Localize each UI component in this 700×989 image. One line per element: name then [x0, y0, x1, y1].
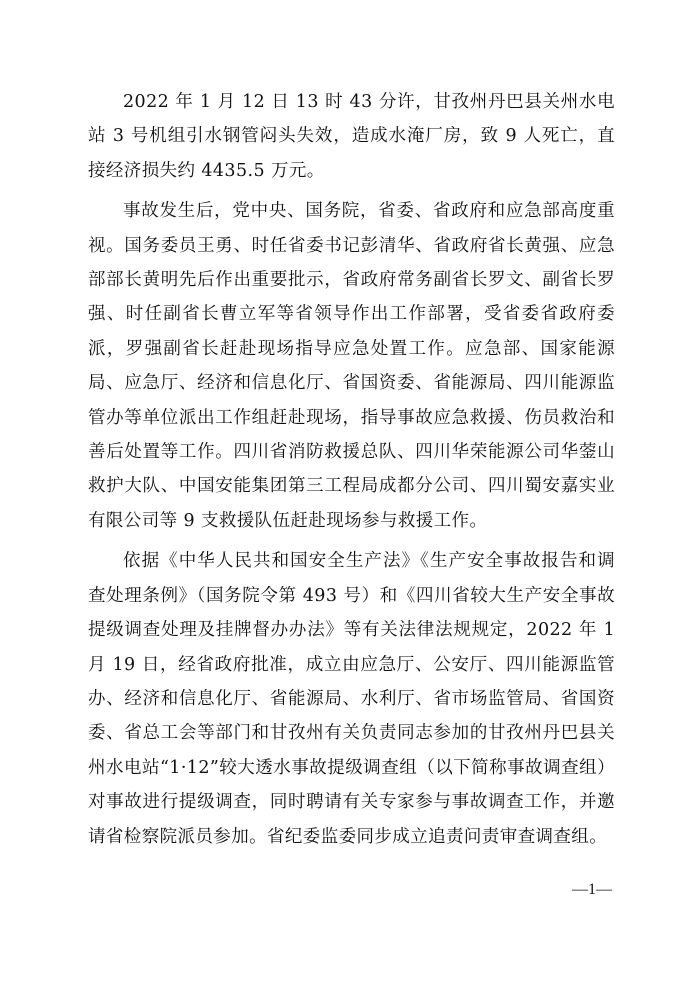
- document-body: [88, 85, 615, 860]
- paragraph-emergency-response: 事故发生后，党中央、国务院，省委、省政府和应急部高度重视。国务委员王勇、时任省委书记彭清华、省政府省长黄强、应急部部长黄明先后作出重要批示，省政府常务副省长罗文、副省长罗强、时任副省长曹立军等省领导作出工作部署，受省委省政府委派，罗强副省长赶赴现场指导应急处置工作。应急部、国家能源局、应急厅、经济和信息化厅、省国资委、省能源局、四川能源监管办等单位派出工作组赶赴现场，指导事故应急救援、伤员救治和善后处置等工作。四川省消防救援总队、四川华荣能源公司华蓥山救护大队、中国安能集团第三工程局成都分公司、四川蜀安嘉实业有限公司等 9 支救援队伍赶赴现场参与救援工作。: [88, 201, 615, 531]
- paragraph-accident-summary: 2022 年 1 月 12 日 13 时 43 分许，甘孜州丹巴县关州水电站 3 号机组引水钢管闷头失效，造成水淹厂房，致 9 人死亡，直接经济损失约 4435.5 万元。: [88, 92, 615, 181]
- page-number: —1—: [572, 881, 612, 898]
- paragraph-investigation-team: 依据《中华人民共和国安全生产法》《生产安全事故报告和调查处理条例》（国务院令第 493 号）和《四川省较大生产安全事故提级调查处理及挂牌督办办法》等有关法律法规规定，2022 年 1 月 19 日，经省政府批准，成立由应急厅、公安厅、四川能源监管办、经济和信息化厅、省能源局、水利厅、省市场监管局、省国资委、省总工会等部门和甘孜州有关负责同志参加的甘孜州丹巴县关州水电站“1·12”较大透水事故提级调查组（以下简称事故调查组）对事故进行提级调查，同时聘请有关专家参与事故调查工作，并邀请省检察院派员参加。省纪委监委同步成立追责问责审查调查组。: [88, 551, 615, 847]
